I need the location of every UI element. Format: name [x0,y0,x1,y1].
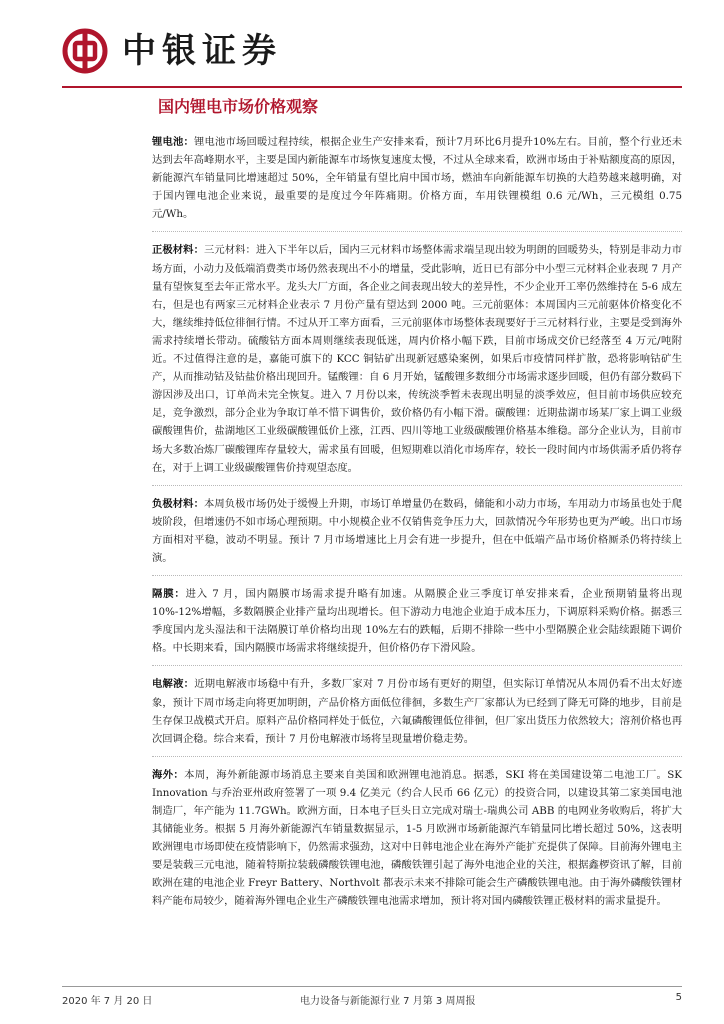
bank-of-china-logo-icon [62,28,108,74]
paragraph-lead: 负极材料： [152,497,204,510]
paragraph-text: 本周负极市场仍处于缓慢上升期，市场订单增量仍在数码，储能和小动力市场，车用动力市场虽也处于爬坡阶段，但增速仍不如市场心理预期。中小规模企业不仅销售竞争压力大，回款情况今年形势也更为严峻。出口市场方面相对平稳，波动不明显。预计 7 月市场增速比上月会有进一步提升，但在中低端产品市场价格厮杀仍将持续上演。 [152,497,683,564]
brand-name: 中银证券 [122,31,282,71]
paragraph-lead: 锂电池： [152,136,195,148]
paragraph-text: 进入 7 月，国内隔膜市场需求提升略有加速。从隔膜企业三季度订单安排来看，企业预期销量将出现 10%-12%增幅，多数隔膜企业排产量均出现增长。但下游动力电池企业迫于成本压力，下调原料采购价格。据悉三季度国内龙头湿法和干法隔膜订单价格均出现 10%左右的跌幅，后期不排除一些中小型隔膜企业会陆续跟随下调价格。中长期来看，国内隔膜市场需求将继续提升，但价格仍存下滑风险。 [152,588,682,655]
paragraph-text: 三元材料：进入下半年以后，国内三元材料市场整体需求端呈现出较为明朗的回暖势头，特别是非动力市场方面，小动力及低端消费类市场仍然表现出不小的增量，受此影响，近日已有部分中小型三元材料企业表现 7 月产量有望恢复至去年正常水平。龙头大厂方面，各企业之间表现出较大的差异性，不少企业开工率仍然维持在 5-6 成左右，但是也有两家三元材料企业表示 7 月份产量有望达到 2000 吨。三元前驱体：本周国内三元前驱体价格变化不大，继续维持低位徘徊行情。不过从开工率方面看，三元前驱体市场整体表现要好于三元材料行业，主要是受到海外需求持续增长带动。硫酸钴方面本周则继续表现低迷，周内价格小幅下跌，目前市场成交价已经落至 4 万元/吨附近。不过值得注意的是，嘉能可旗下的 KCC 铜钴矿出现新冠感染案例，如果后市疫情同样扩散，恐将影响钴矿生产，从而推动钴及钴盐价格出现回升。锰酸锂：自 6 月开始，锰酸锂多数细分市场需求逐步回暖，但仍有部分数码下游因涉及出口，订单尚未完全恢复。进入 7 月份以来，传统淡季暂未表现出明显的淡季效应，但目前市场供应较充足，竞争激烈，部分企业为争取订单不惜下调售价，致价格仍有小幅下滑。碳酸锂：近期盐湖市场某厂家上调工业级碳酸锂售价，盐湖地区工业级碳酸锂低价上涨，江西、四川等地工业级碳酸锂价格基本维稳。部分企业认为，目前市场大多数冶炼厂碳酸锂库存量较大，需求虽有回暖，但短期难以消化市场库存，较长一段时间内市场供需矛盾仍将存在，对于上调工业级碳酸锂售价持观望态度。 [152,244,683,474]
header-divider [62,86,682,88]
report-body [152,133,682,928]
paragraph-battery [152,133,682,232]
page-header [62,18,682,78]
report-date: 2020 年 7 月 20 日 [62,996,153,1007]
paragraph-lead: 海外： [152,768,185,781]
paragraph-lead: 正极材料： [152,244,204,257]
paragraph-electrolyte [152,675,682,756]
paragraph-lead: 隔膜： [152,588,186,601]
paragraph-cathode [152,241,682,485]
paragraph-text: 近期电解液市场稳中有升，多数厂家对 7 月份市场有更好的期望，但实际订单情况从本周仍看不出太好迹象，预计下周市场走向将更加明朗，产品价格方面低位徘徊，多数生产厂家都认为已经到了降无可降的地步，目前是生存保卫战模式开启。原料产品价格同样处于低位，六氟磷酸锂低位徘徊，但厂家出货压力依然较大；溶剂价格也再次回调企稳。综合来看，预计 7 月份电解液市场将呈现量增价稳走势。 [152,678,682,745]
page-number: 5 [675,992,682,1003]
paragraph-lead: 电解液： [152,678,195,691]
section-title: 国内锂电市场价格观察 [158,97,319,116]
paragraph-text: 本周，海外新能源市场消息主要来自美国和欧洲锂电池消息。据悉，SKI 将在美国建设第二电池工厂。SK Innovation 与乔治亚州政府签署了一项 9.4 亿美元（约合人民币 66 亿元）的投资合同，以建设其第二家美国电池制造厂，年产能为 11.7GWh。欧洲方面，日本电子巨头日立完成对瑞士-瑞典公司 ABB 的电网业务收购后，将扩大其储能业务。根据 5 月海外新能源汽车销量数据显示，1-5 月欧洲市场新能源汽车销量同比增长超过 50%，这表明欧洲锂电市场即使在疫情影响下，仍然需求强劲，这对中日韩电池企业在海外产能扩充提供了保障。目前海外锂电主要是装载三元电池，随着特斯拉装载磷酸铁锂电池，磷酸铁锂引起了海外电池企业的关注，根据鑫椤资讯了解，目前欧洲在建的电池企业 Freyr Battery、Northvolt 都表示未来不排除可能会生产磷酸铁锂电池。由于海外磷酸铁锂材料产能布局较少，随着海外锂电企业生产磷酸铁锂电池需求增加，预计将对国内磷酸铁锂正极材料的需求量提升。 [152,768,682,908]
paragraph-overseas [152,766,682,919]
report-name: 电力设备与新能源行业 7 月第 3 周周报 [300,996,476,1007]
page-footer [62,990,682,1010]
paragraph-anode [152,495,682,576]
paragraph-separator [152,585,682,666]
footer-divider [62,986,682,987]
paragraph-text: 锂电池市场回暖过程持续，根据企业生产安排来看，预计7月环比6月提升10%左右。目前，整个行业还未达到去年高峰期水平，主要是国内新能源车市场恢复速度太慢，不过从全球来看，欧洲市场由于补贴额度高的原因，新能源汽车销量同比增速超过 50%，全年销量有望比肩中国市场，燃油车向新能源车切换的大趋势越来越明确，对于国内锂电池企业来说，最重要的是度过今年阵痛期。价格方面，车用铁锂模组 0.6 元/Wh，三元模组 0.75 元/Wh。 [152,136,682,221]
